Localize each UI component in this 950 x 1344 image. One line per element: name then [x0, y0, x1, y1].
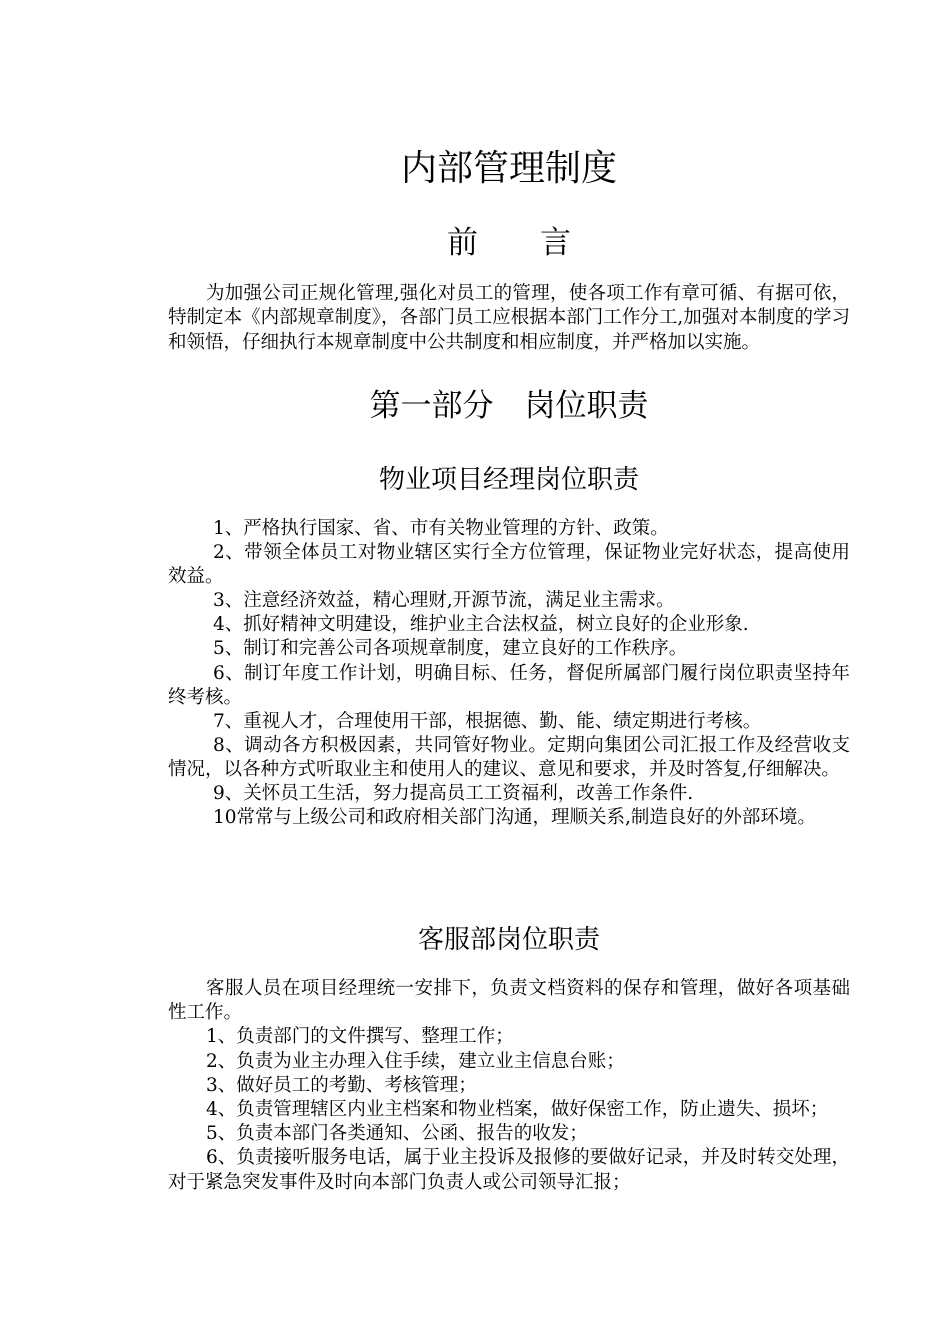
- list-item: 4、抓好精神文明建设，维护业主合法权益，树立良好的企业形象.: [213, 614, 749, 636]
- list-item: 5、制订和完善公司各项规章制度，建立良好的工作秩序。: [213, 638, 688, 660]
- list-item: 2、带领全体员工对物业辖区实行全方位管理，保证物业完好状态，提高使用效益。: [168, 542, 850, 588]
- list-item: 8、调动各方积极因素，共同管好物业。定期向集团公司汇报工作及经营收支情况，以各种方式听取业主和使用人的建议、意见和要求，并及时答复,仔细解决。: [168, 734, 850, 780]
- section-heading-customer-service: 客服部岗位职责: [417, 925, 600, 955]
- section-intro: 客服人员在项目经理统一安排下，负责文档资料的保存和管理，做好各项基础性工作。: [168, 978, 850, 1024]
- list-item: 4、负责管理辖区内业主档案和物业档案，做好保密工作，防止遗失、损坏；: [206, 1099, 829, 1121]
- list-item: 6、负责接听服务电话，属于业主投诉及报修的要做好记录，并及时转交处理，对于紧急突发事件及时向本部门负责人或公司领导汇报；: [168, 1147, 850, 1193]
- list-item: 9、关怀员工生活，努力提高员工工资福利，改善工作条件.: [213, 783, 694, 805]
- part-heading: 第一部分 岗位职责: [369, 388, 649, 424]
- customer-service-duties-list: [168, 977, 850, 1195]
- list-item: 5、负责本部门各类通知、公函、报告的收发；: [206, 1123, 588, 1145]
- section-heading-manager: 物业项目经理岗位职责: [378, 465, 639, 495]
- list-item: 3、做好员工的考勤、考核管理；: [206, 1074, 477, 1096]
- manager-duties-list: [168, 517, 850, 830]
- list-item: 1、严格执行国家、省、市有关物业管理的方针、政策。: [213, 518, 669, 539]
- list-item: 10常常与上级公司和政府相关部门沟通，理顺关系,制造良好的外部环境。: [213, 807, 816, 829]
- preface-block: [168, 282, 850, 355]
- list-item: 7、重视人才，合理使用干部，根据德、勤、能、绩定期进行考核。: [213, 710, 762, 732]
- list-item: 2、负责为业主办理入住手续，建立业主信息台账；: [206, 1050, 625, 1072]
- preface-heading: 前 言: [447, 225, 571, 261]
- list-item: 3、注意经济效益，精心理财,开源节流，满足业主需求。: [213, 590, 675, 612]
- list-item: 1、负责部门的文件撰写、整理工作；: [206, 1026, 514, 1048]
- document-title: 内部管理制度: [400, 148, 617, 189]
- preface-paragraph: 为加强公司正规化管理,强化对员工的管理，使各项工作有章可循、有据可依，特制定本《内部规章制度》，各部门员工应根据本部门工作分工,加强对本制度的学习和领悟，仔细执行本规章制度中公共制度和相应制度，并严格加以实施。: [168, 283, 850, 353]
- list-item: 6、制订年度工作计划，明确目标、任务，督促所属部门履行岗位职责坚持年终考核。: [168, 662, 850, 708]
